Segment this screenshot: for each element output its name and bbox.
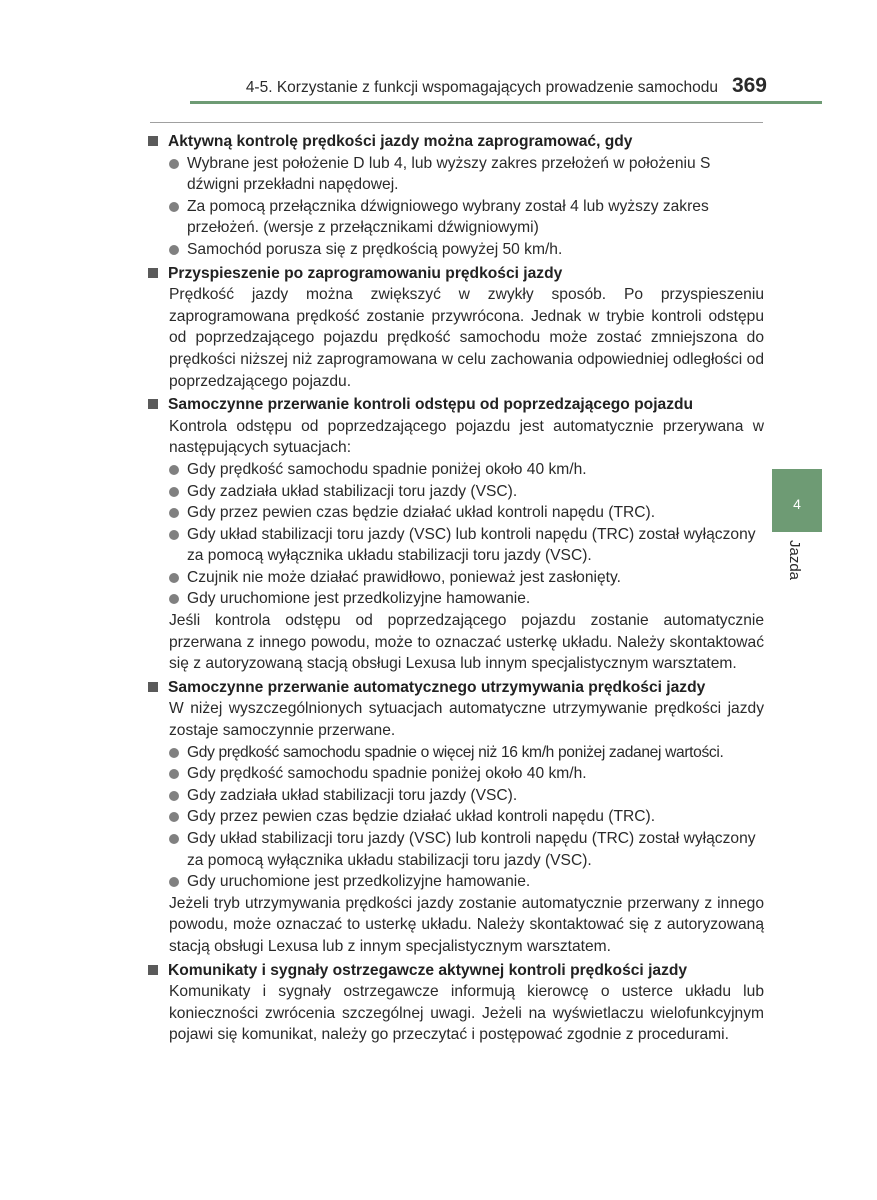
section-heading: Przyspieszenie po zaprogramowaniu prędkości jazdy xyxy=(148,263,764,285)
section-heading: Komunikaty i sygnały ostrzegawcze aktywnej kontroli prędkości jazdy xyxy=(148,960,764,982)
square-bullet-icon xyxy=(148,399,158,409)
page-content xyxy=(148,129,764,1046)
page-number: 369 xyxy=(731,74,767,97)
list-item: Za pomocą przełącznika dźwigniowego wybrany został 4 lub wyższy zakres przełożeń. (wersje z przełącznikami dźwigniowymi) xyxy=(169,196,764,239)
section-heading: Aktywną kontrolę prędkości jazdy można zaprogramować, gdy xyxy=(148,131,764,153)
square-bullet-icon xyxy=(148,682,158,692)
round-bullet-icon xyxy=(169,530,179,540)
list-item: Gdy prędkość samochodu spadnie poniżej około 40 km/h. xyxy=(169,459,764,481)
section-note: Jeżeli tryb utrzymywania prędkości jazdy zostanie automatycznie przerwany z innego powodu, może oznaczać to usterkę układu. Należy skontaktować się z autoryzowaną stacją obsługi Lexusa lub z innym specjalistycznym warsztatem. xyxy=(169,894,764,955)
round-bullet-icon xyxy=(169,594,179,604)
chapter-tab xyxy=(772,469,822,532)
list-item: Gdy przez pewien czas będzie działać układ kontroli napędu (TRC). xyxy=(169,502,764,524)
round-bullet-icon xyxy=(169,245,179,255)
list-item: Gdy prędkość samochodu spadnie o więcej niż 16 km/h poniżej zadanej wartości. xyxy=(169,742,764,764)
section-paragraph: Kontrola odstępu od poprzedzającego pojazdu jest automatycznie przerywana w następujących sytuacjach: xyxy=(169,417,764,457)
list-item: Gdy prędkość samochodu spadnie poniżej około 40 km/h. xyxy=(169,763,764,785)
chapter-tab-number: 4 xyxy=(793,496,801,512)
square-bullet-icon xyxy=(148,136,158,146)
list-item: Gdy uruchomione jest przedkolizyjne hamowanie. xyxy=(169,871,764,893)
round-bullet-icon xyxy=(169,877,179,887)
round-bullet-icon xyxy=(169,791,179,801)
list-item: Gdy zadziała układ stabilizacji toru jazdy (VSC). xyxy=(169,481,764,503)
round-bullet-icon xyxy=(169,202,179,212)
round-bullet-icon xyxy=(169,508,179,518)
chapter-title: 4-5. Korzystanie z funkcji wspomagających prowadzenie samochodu xyxy=(245,79,718,96)
section-paragraph: Komunikaty i sygnały ostrzegawcze informują kierowcę o usterce układu lub konieczności zwrócenia szczególnej uwagi. Jeżeli na wyświetlaczu wielofunkcyjnym pojawi się komunikat, należy go przeczytać i postępować zgodnie z procedurami. xyxy=(169,983,764,1044)
square-bullet-icon xyxy=(148,268,158,278)
round-bullet-icon xyxy=(169,748,179,758)
list-item: Wybrane jest położenie D lub 4, lub wyższy zakres przełożeń w położeniu S dźwigni przekładni napędowej. xyxy=(169,153,764,196)
round-bullet-icon xyxy=(169,159,179,169)
square-bullet-icon xyxy=(148,965,158,975)
list-item: Gdy zadziała układ stabilizacji toru jazdy (VSC). xyxy=(169,785,764,807)
section-note: Jeśli kontrola odstępu od poprzedzającego pojazdu zostanie automatycznie przerwana z innego powodu, może to oznaczać usterkę układu. Należy skontaktować się z autoryzowaną stacją obsługi Lexusa lub innym specjalistycznym warsztatem. xyxy=(169,612,764,673)
list-item: Gdy układ stabilizacji toru jazdy (VSC) lub kontroli napędu (TRC) został wyłączony za pomocą wyłącznika układu stabilizacji toru jazdy (VSC). xyxy=(169,828,764,871)
header-divider xyxy=(150,122,763,123)
list-item: Czujnik nie może działać prawidłowo, ponieważ jest zasłonięty. xyxy=(169,567,764,589)
round-bullet-icon xyxy=(169,812,179,822)
header-accent-rule xyxy=(190,101,822,104)
section-heading: Samoczynne przerwanie automatycznego utrzymywania prędkości jazdy xyxy=(148,677,764,699)
section-paragraph: W niżej wyszczególnionych sytuacjach automatyczne utrzymywanie prędkości jazdy zostaje samoczynnie przerwane. xyxy=(169,700,764,740)
round-bullet-icon xyxy=(169,465,179,475)
round-bullet-icon xyxy=(169,487,179,497)
list-item: Gdy układ stabilizacji toru jazdy (VSC) lub kontroli napędu (TRC) został wyłączony za pomocą wyłącznika układu stabilizacji toru jazdy (VSC). xyxy=(169,524,764,567)
list-item: Gdy przez pewien czas będzie działać układ kontroli napędu (TRC). xyxy=(169,806,764,828)
round-bullet-icon xyxy=(169,834,179,844)
round-bullet-icon xyxy=(169,769,179,779)
chapter-tab-label: Jazda xyxy=(786,540,803,581)
page-header xyxy=(150,74,767,104)
section-heading: Samoczynne przerwanie kontroli odstępu od poprzedzającego pojazdu xyxy=(148,394,764,416)
list-item: Gdy uruchomione jest przedkolizyjne hamowanie. xyxy=(169,588,764,610)
list-item: Samochód porusza się z prędkością powyżej 50 km/h. xyxy=(169,239,764,261)
round-bullet-icon xyxy=(169,573,179,583)
section-paragraph: Prędkość jazdy można zwiększyć w zwykły sposób. Po przyspieszeniu zaprogramowana prędkość zostanie przywrócona. Jednak w trybie kontroli odstępu od poprzedzającego pojazdu prędkość samochodu może zostać zmniejszona do prędkości niższej niż zaprogramowana w celu zachowania odpowiedniej odległości od poprzedzającego pojazdu. xyxy=(169,286,764,390)
